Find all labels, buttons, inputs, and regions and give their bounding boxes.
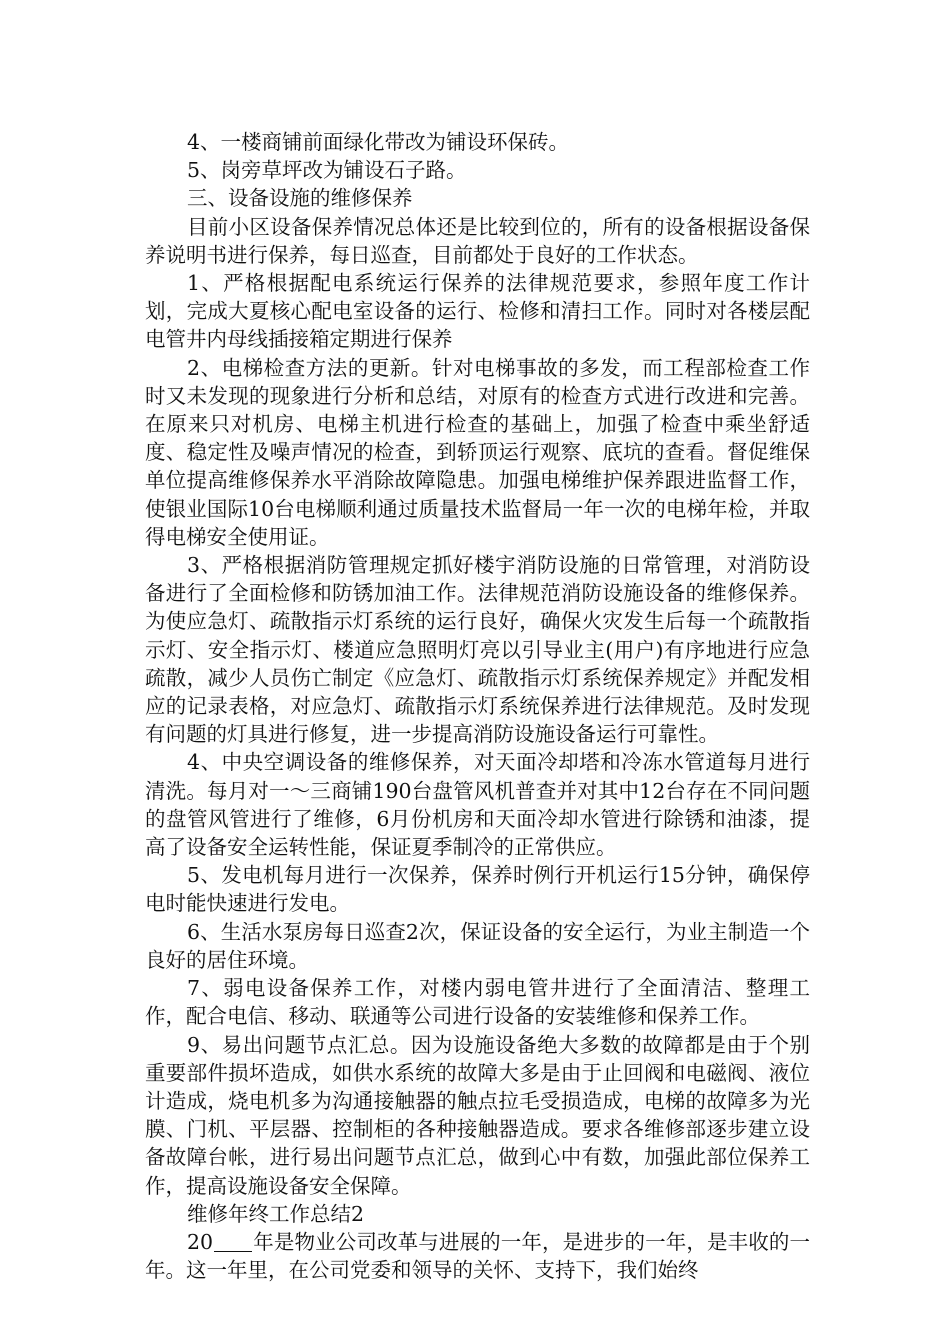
paragraph-item-5: 5、岗旁草坪改为铺设石子路。 — [187, 158, 467, 183]
paragraph-air-conditioning: 4、中央空调设备的维修保养，对天面冷却塔和冷冻水管道每月进行清洗。每月对一～三商铺190台盘管风机普查并对其中12台存在不同问题的盘管风管进行了维修，6月份机房和天面冷却水管进行除锈和油漆，提高了设备安全运转性能，保证夏季制冷的正常供应。 — [145, 750, 810, 860]
paragraph-power-distribution: 1、严格根据配电系统运行保养的法律规范要求，参照年度工作计划，完成大夏核心配电室设备的运行、检修和清扫工作。同时对各楼层配电管井内母线插接箱定期进行保养 — [145, 271, 810, 352]
document-body — [145, 128, 810, 1284]
section-heading-equipment-maintenance: 三、设备设施的维修保养 — [187, 186, 413, 211]
section-heading-summary-2: 维修年终工作总结2 — [187, 1201, 365, 1226]
paragraph-year-intro — [145, 1228, 810, 1284]
year-intro-text: 年是物业公司改革与进展的一年，是进步的一年，是丰收的一年。这一年里，在公司党委和领导的关怀、支持下，我们始终 — [145, 1229, 810, 1283]
paragraph-water-pump: 6、生活水泵房每日巡查2次，保证设备的安全运行，为业主制造一个良好的居住环境。 — [145, 919, 810, 972]
paragraph-fire-protection: 3、严格根据消防管理规定抓好楼宇消防设施的日常管理，对消防设备进行了全面检修和防锈加油工作。法律规范消防设施设备的维修保养。为使应急灯、疏散指示灯系统的运行良好，确保火灾发生后每一个疏散指示灯、安全指示灯、楼道应急照明灯亮以引导业主(用户)有序地进行应急疏散，减少人员伤亡制定《应急灯、疏散指示灯系统保养规定》并配发相应的记录表格，对应急灯、疏散指示灯系统保养进行法律规范。及时发现有问题的灯具进行修复，进一步提高消防设施设备运行可靠性。 — [145, 553, 810, 747]
paragraph-low-voltage: 7、弱电设备保养工作，对楼内弱电管井进行了全面清洁、整理工作，配合电信、移动、联通等公司进行设备的安装维修和保养工作。 — [145, 976, 810, 1029]
year-blank-underline — [214, 1230, 252, 1252]
paragraph-overview: 目前小区设备保养情况总体还是比较到位的，所有的设备根据设备保养说明书进行保养，每日巡查，目前都处于良好的工作状态。 — [145, 214, 810, 267]
paragraph-fault-summary: 9、易出问题节点汇总。因为设施设备绝大多数的故障都是由于个别重要部件损坏造成，如供水系统的故障大多是由于止回阀和电磁阀、液位计造成，烧电机多为沟通接触器的触点拉毛受损造成，电梯的故障多为光膜、门机、平层器、控制柜的各种接触器造成。要求各维修部逐步建立设备故障台帐，进行易出问题节点汇总，做到心中有数，加强此部位保养工作，提高设施设备安全保障。 — [145, 1032, 810, 1198]
paragraph-elevator: 2、电梯检查方法的更新。针对电梯事故的多发，而工程部检查工作时又未发现的现象进行分析和总结，对原有的检查方式进行改进和完善。在原来只对机房、电梯主机进行检查的基础上，加强了检查中乘坐舒适度、稳定性及噪声情况的检查，到轿顶运行观察、底坑的查看。督促维保单位提高维修保养水平消除故障隐患。加强电梯维护保养跟进监督工作，使银业国际10台电梯顺利通过质量技术监督局一年一次的电梯年检，并取得电梯安全使用证。 — [145, 355, 810, 549]
paragraph-item-4: 4、一楼商铺前面绿化带改为铺设环保砖。 — [187, 130, 570, 154]
year-prefix: 20 — [187, 1229, 214, 1254]
paragraph-generator: 5、发电机每月进行一次保养，保养时例行开机运行15分钟，确保停电时能快速进行发电。 — [145, 863, 810, 916]
